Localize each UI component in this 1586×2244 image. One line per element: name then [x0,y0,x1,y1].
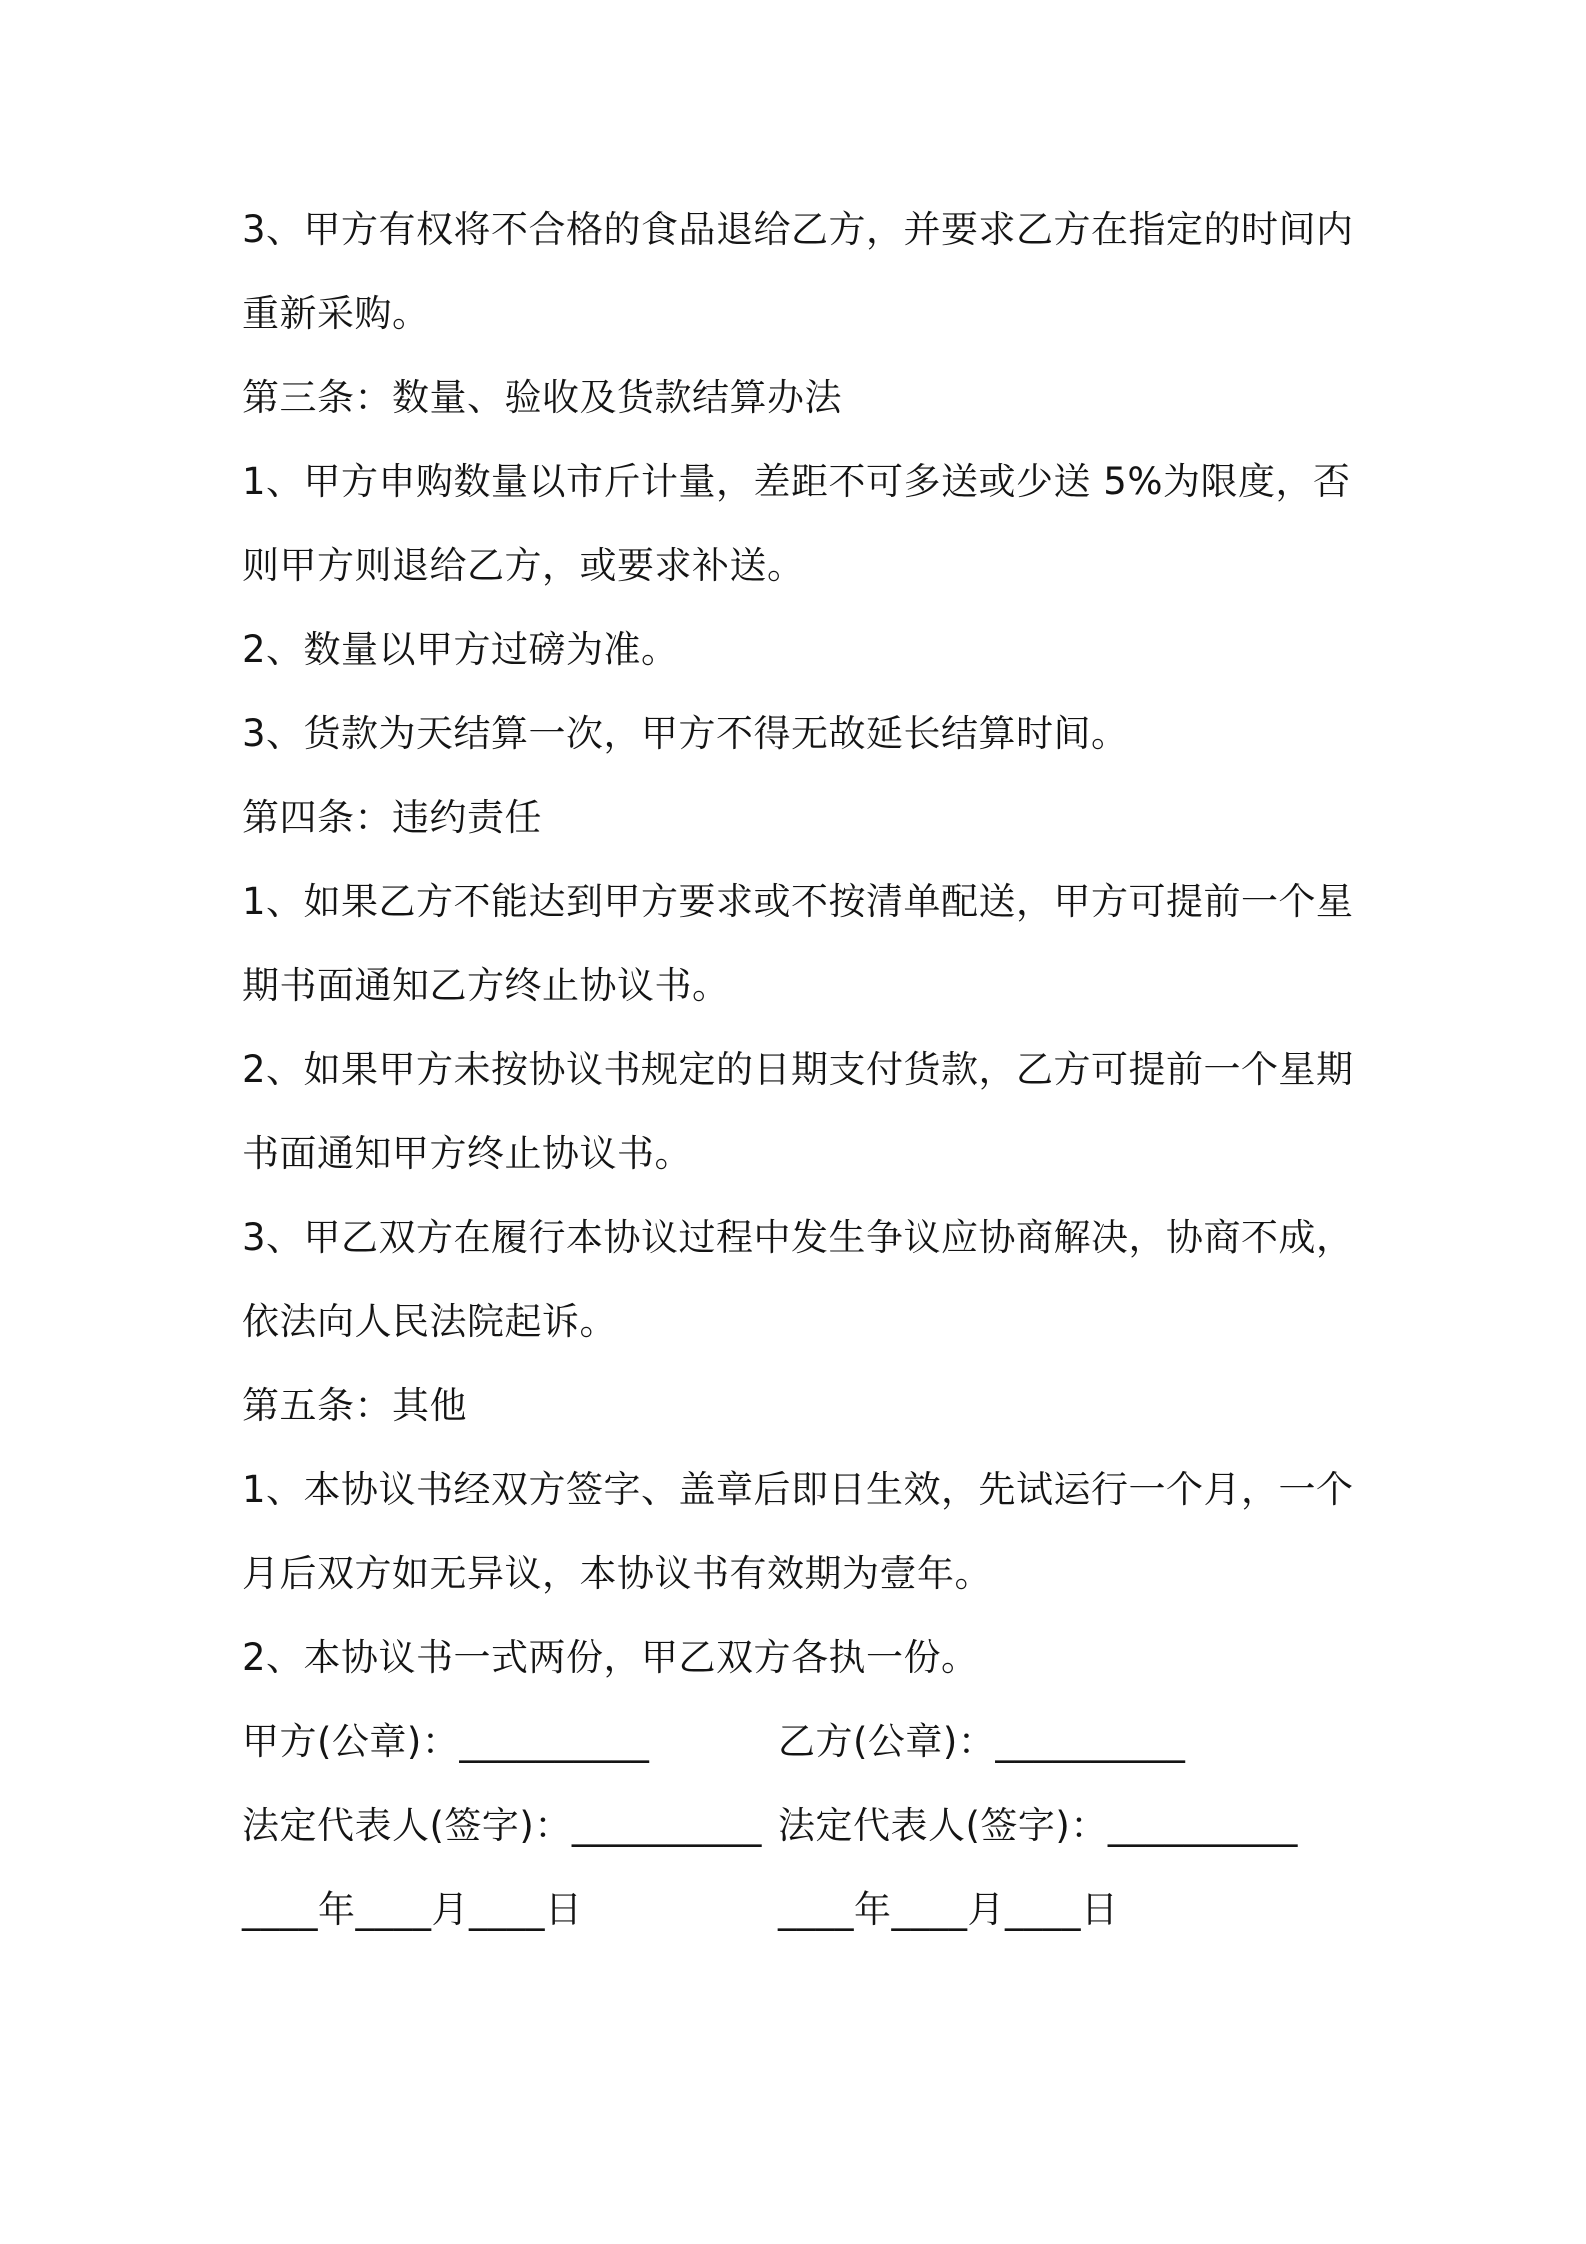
clause-5-item-2: 2、本协议书一式两份，甲乙双方各执一份。 [242,1636,979,1679]
clause-4-item-3-line-2: 依法向人民法院起诉。 [242,1300,617,1343]
clause-4-item-1-line-2: 期书面通知乙方终止协议书。 [242,964,730,1007]
clause-2-item-3-line-2: 重新采购。 [242,292,430,335]
clause-5-item-1-line-1: 1、本协议书经双方签字、盖章后即日生效，先试运行一个月，一个 [242,1468,1354,1511]
clause-3-heading: 第三条：数量、验收及货款结算办法 [242,376,842,419]
clause-4-item-2-line-2: 书面通知甲方终止协议书。 [242,1132,692,1175]
clause-4-item-3-line-1: 3、甲乙双方在履行本协议过程中发生争议应协商解决，协商不成， [242,1216,1354,1259]
clause-2-item-3-line-1: 3、甲方有权将不合格的食品退给乙方，并要求乙方在指定的时间内 [242,208,1354,251]
party-b-date: ____年____月____日 [778,1888,1119,1931]
party-a-representative: 法定代表人(签字)：__________ [242,1804,762,1847]
party-a-seal: 甲方(公章)：__________ [242,1720,650,1763]
clause-3-item-1-line-1: 1、甲方申购数量以市斤计量，差距不可多送或少送 5%为限度，否 [242,460,1351,503]
clause-3-item-1-line-2: 则甲方则退给乙方，或要求补送。 [242,544,805,587]
clause-3-item-2: 2、数量以甲方过磅为准。 [242,628,679,671]
party-a-date: ____年____月____日 [242,1888,583,1931]
clause-4-item-2-line-1: 2、如果甲方未按协议书规定的日期支付货款，乙方可提前一个星期 [242,1048,1354,1091]
clause-5-heading: 第五条：其他 [242,1384,467,1427]
party-b-representative: 法定代表人(签字)：__________ [778,1804,1298,1847]
clause-4-heading: 第四条：违约责任 [242,796,542,839]
party-b-seal: 乙方(公章)：__________ [778,1720,1186,1763]
clause-5-item-1-line-2: 月后双方如无异议，本协议书有效期为壹年。 [242,1552,992,1595]
clause-4-item-1-line-1: 1、如果乙方不能达到甲方要求或不按清单配送，甲方可提前一个星 [242,880,1354,923]
clause-3-item-3: 3、货款为天结算一次，甲方不得无故延长结算时间。 [242,712,1129,755]
